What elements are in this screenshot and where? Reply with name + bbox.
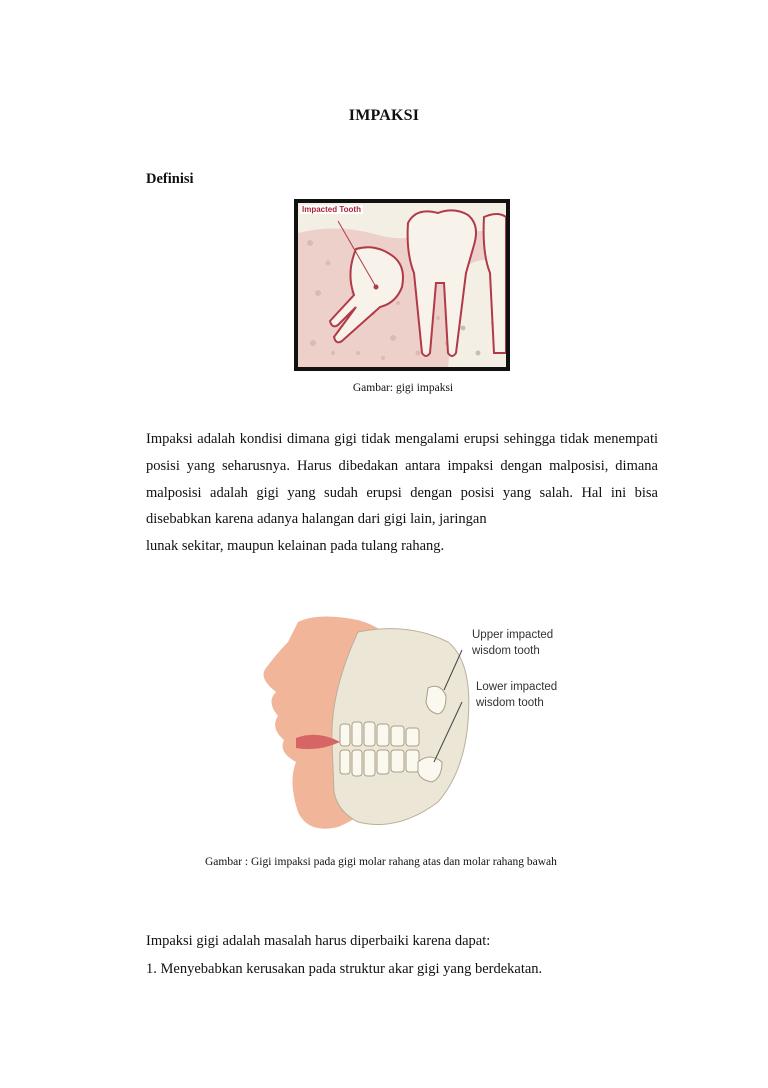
impacted-tooth-figure [294, 199, 510, 371]
impacted-tooth-illustration [298, 203, 506, 367]
figure1-caption: Gambar: gigi impaksi [352, 382, 454, 394]
lower-label-line1: Lower impacted [476, 681, 558, 693]
intro-sentence: Impaksi gigi adalah masalah harus diperbaiki karena dapat: [146, 933, 491, 949]
upper-label-line2: wisdom tooth [472, 645, 540, 657]
skull-illustration [248, 612, 568, 842]
definition-paragraph [146, 426, 658, 560]
paragraph-text-last-line: lunak sekitar, maupun kelainan pada tulang rahang. [146, 538, 445, 555]
list-item: 1. Menyebabkan kerusakan pada struktur akar gigi yang berdekatan. [146, 961, 543, 977]
lower-label-line2: wisdom tooth [476, 697, 544, 709]
paragraph-text: Impaksi adalah kondisi dimana gigi tidak mengalami erupsi sehingga tidak menempati posisi yang seharusnya. Harus dibedakan antara impaksi dengan malposisi, dimana malposisi adalah gigi yang sudah erupsi dengan posisi yang salah. Hal ini bisa disebabkan karena adanya halangan dari gigi lain, jaringan [146, 431, 658, 528]
upper-label-line1: Upper impacted [472, 629, 554, 641]
document-title: IMPAKSI [348, 107, 420, 124]
impacted-tooth-label: Impacted Tooth [302, 205, 361, 214]
section-heading: Definisi [146, 171, 194, 187]
skull-wisdom-tooth-figure [248, 612, 568, 842]
figure2-caption: Gambar : Gigi impaksi pada gigi molar rahang atas dan molar rahang bawah [205, 856, 557, 868]
